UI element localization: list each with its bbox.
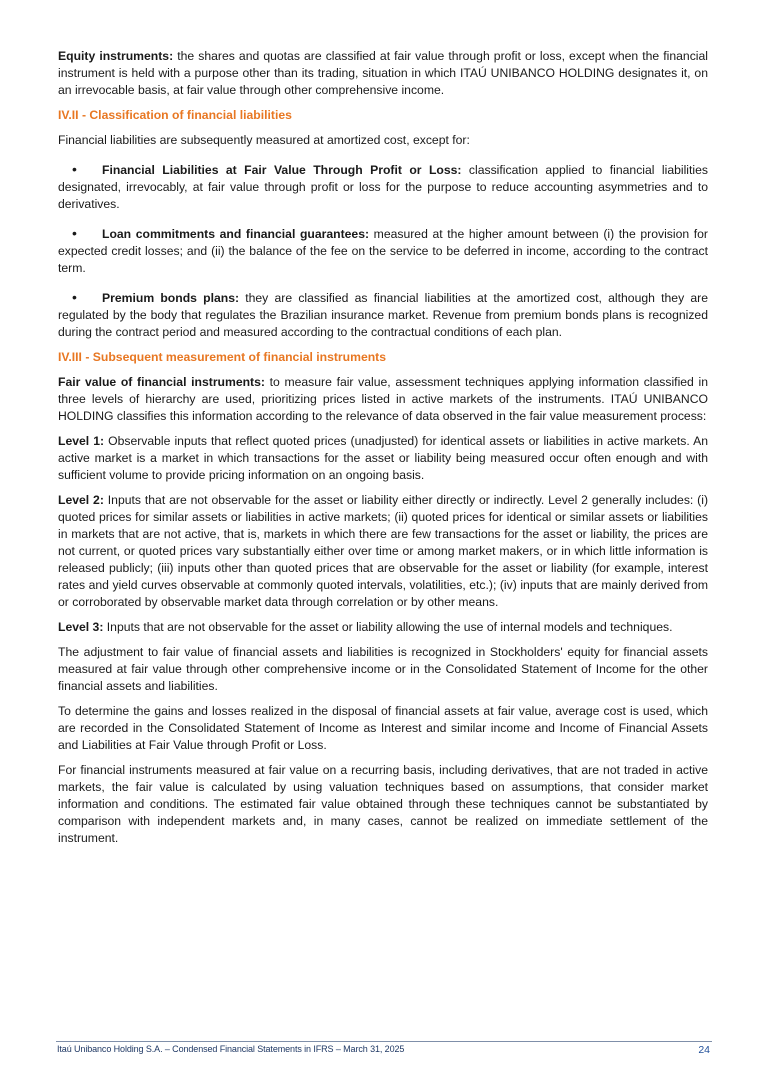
text: measured at the higher amount between (i) the provision for expected credit losses; and (ii) the balance of the fee on the service to be deferred in income, according to the contract term.: [58, 227, 708, 275]
lead: Financial Liabilities at Fair Value Through Profit or Loss:: [102, 163, 462, 177]
equity-instruments-paragraph: [58, 48, 708, 99]
footer-divider: [56, 1041, 712, 1042]
paragraph: [58, 374, 708, 425]
paragraph: [58, 433, 708, 484]
section-heading: IV.II - Classification of financial liabilities: [58, 108, 292, 122]
section-heading: IV.III - Subsequent measurement of financial instruments: [58, 350, 387, 364]
lead: Loan commitments and financial guarantees:: [102, 227, 370, 241]
bullet-item: [58, 289, 708, 341]
paragraph: To determine the gains and losses realized in the disposal of financial assets at fair value, average cost is used, which are recorded in the Consolidated Statement of Income as Interest and similar income and Income of Financial Assets and Liabilities at Fair Value through Profit or Loss.: [58, 704, 708, 752]
lead: Equity instruments:: [58, 49, 174, 63]
text: to measure fair value, assessment techniques applying information classified in three levels of hierarchy are used, prioritizing prices listed in active markets of the instruments. ITAÚ UNIBANCO HOLDING classifies this information according to the relevance of data observed in the fair value measurement process:: [58, 375, 708, 423]
paragraph: The adjustment to fair value of financial assets and liabilities is recognized in Stockholders' equity for financial assets measured at fair value through other comprehensive income or in the Consolidated Statement of Income for the other financial assets and liabilities.: [58, 645, 708, 693]
lead: Level 2:: [58, 493, 104, 507]
bullet-icon: •: [72, 289, 77, 305]
text: classification applied to financial liabilities designated, irrevocably, at fair value through profit or loss for the purpose to reduce accounting asymmetries and to derivatives.: [58, 163, 708, 211]
bullet-icon: •: [72, 161, 77, 177]
paragraph: For financial instruments measured at fair value on a recurring basis, including derivatives, that are not traded in active markets, the fair value is calculated by using valuation techniques based on assumptions, that consider market information and conditions. The estimated fair value obtained through these techniques cannot be substantiated by comparison with independent markets and, in many cases, cannot be realized on immediate settlement of the instrument.: [58, 763, 708, 845]
footer-text: Itaú Unibanco Holding S.A. – Condensed Financial Statements in IFRS – March 31, 2025: [57, 1044, 405, 1054]
page-number: 24: [698, 1044, 710, 1056]
lead: Level 3:: [58, 620, 104, 634]
bullet-item: [58, 225, 708, 277]
text: they are classified as financial liabilities at the amortized cost, although they are regulated by the body that regulates the Brazilian insurance market. Revenue from premium bonds plans is recognized during the contract period and measured according to the contractual conditions of each plan.: [58, 291, 708, 339]
bullet-icon: •: [72, 225, 77, 241]
document-body: [58, 48, 708, 855]
paragraph: [58, 619, 708, 636]
text: Inputs that are not observable for the asset or liability allowing the use of internal models and techniques.: [103, 620, 673, 634]
bullet-item: [58, 161, 708, 213]
lead: Fair value of financial instruments:: [58, 375, 265, 389]
paragraph: [58, 492, 708, 611]
paragraph: Financial liabilities are subsequently measured at amortized cost, except for:: [58, 133, 470, 147]
lead: Level 1:: [58, 434, 105, 448]
text: Observable inputs that reflect quoted prices (unadjusted) for identical assets or liabilities in active markets. An active market is a market in which transactions for the asset or liability being measured occur often enough and with sufficient volume to provide pricing information on an ongoing basis.: [58, 434, 708, 482]
text: Inputs that are not observable for the asset or liability either directly or indirectly. Level 2 generally includes: (i) quoted prices for similar assets or liabilities in active markets; (ii) quoted prices for identical or similar assets or liabilities in markets that are not active, that is, markets in which there are few transactions for the asset or liability, the prices are not current, or quoted prices vary substantially either over time or among market makers, or in which little information is released publicly; (iii) inputs other than quoted prices that are observable for the asset or liability (for example, interest rates and yield curves observable at commonly quoted intervals, volatilities, etc.); (iv) inputs that are mainly derived from or corroborated by observable market data through correlation or by other means.: [58, 493, 709, 609]
lead: Premium bonds plans:: [102, 291, 240, 305]
text: the shares and quotas are classified at fair value through profit or loss, except when the financial instrument is held with a purpose other than its trading, situation in which ITAÚ UNIBANCO HOLDING designates it, on an irrevocable basis, at fair value through other comprehensive income.: [58, 49, 708, 97]
